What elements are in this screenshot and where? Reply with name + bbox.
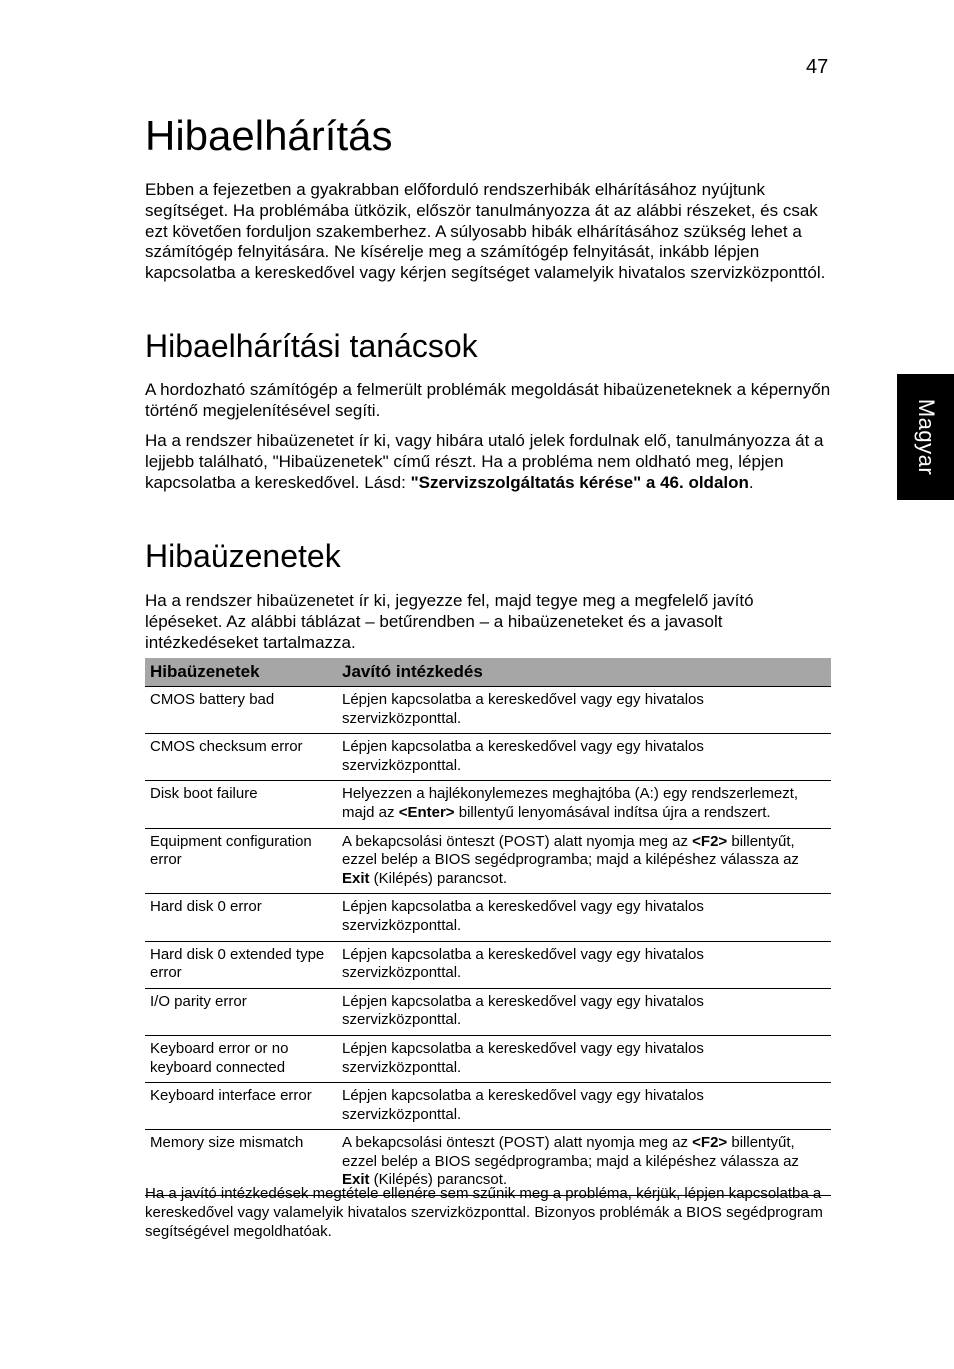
corrective-action-cell <box>337 1035 831 1082</box>
error-message-cell: Hard disk 0 error <box>145 894 337 941</box>
corrective-action-cell <box>337 781 831 828</box>
section-heading-errors: Hibaüzenetek <box>145 538 341 574</box>
error-message-cell: Disk boot failure <box>145 781 337 828</box>
corrective-action-cell <box>337 828 831 894</box>
error-message-cell: Keyboard error or no keyboard connected <box>145 1035 337 1082</box>
error-message-cell: CMOS checksum error <box>145 734 337 781</box>
page-title: Hibaelhárítás <box>145 112 393 159</box>
action-text-a: Lépjen kapcsolatba a kereskedővel vagy egy hivatalos szervizközponttal. <box>342 1039 704 1076</box>
service-reference-link: "Szervizszolgáltatás kérése" a 46. oldalon <box>410 472 749 492</box>
action-text-a: Helyezzen a hajlékonylemezes meghajtóba (A:) egy rendszerlemezt, majd az <box>342 785 799 821</box>
table-row <box>145 687 831 734</box>
action-text-a: Lépjen kapcsolatba a kereskedővel vagy egy hivatalos szervizközponttal. <box>342 738 704 774</box>
table-row <box>145 781 831 828</box>
table-header-action: Javító intézkedés <box>337 658 831 687</box>
table-row <box>145 1083 831 1130</box>
action-text-b: <F2> <box>692 1134 728 1152</box>
tips-paragraph-2-end: . <box>748 472 754 492</box>
table-body <box>145 687 831 1196</box>
table-row <box>145 941 831 988</box>
action-text-a: A bekapcsolási önteszt (POST) alatt nyomja meg az <box>342 832 693 850</box>
corrective-action-cell <box>337 734 831 781</box>
tips-paragraph-2-text: Ha a rendszer hibaüzenetet ír ki, vagy hibára utaló jelek fordulnak elő, tanulmányozza át a lejjebb található, "Hibaüzenetek" című részt. Ha a probléma nem oldható meg, lépjen kapcsolatba a kereskedővel. Lásd: <box>145 431 824 492</box>
corrective-action-cell <box>337 687 831 734</box>
table-row <box>145 828 831 894</box>
action-text-c: billentyűt, ezzel belép a BIOS segédprogramba; majd a kilépéshez válassza az <box>342 832 799 869</box>
table-header-message: Hibaüzenetek <box>145 658 337 687</box>
action-text-d: Exit <box>342 869 370 887</box>
action-text-e: (Kilépés) parancsot. <box>369 869 508 887</box>
section-heading-tips: Hibaelhárítási tanácsok <box>145 328 478 364</box>
corrective-action-cell <box>337 894 831 941</box>
action-text-a: Lépjen kapcsolatba a kereskedővel vagy egy hivatalos szervizközponttal. <box>342 945 704 982</box>
language-tab-label: Magyar <box>913 398 939 476</box>
action-text-a: Lépjen kapcsolatba a kereskedővel vagy egy hivatalos szervizközponttal. <box>342 1087 704 1123</box>
error-message-cell: Equipment configuration error <box>145 828 337 894</box>
errors-paragraph: Ha a rendszer hibaüzenetet ír ki, jegyezze fel, majd tegye meg a megfelelő javító lépéseket. Az alábbi táblázat – betűrendben – a hibaüzeneteket és a javasolt intézkedéseket tartalmazza. <box>145 591 754 652</box>
table-row <box>145 1035 831 1082</box>
action-text-c: billentyűt, ezzel belép a BIOS segédprogramba; majd a kilépéshez válassza az <box>342 1134 799 1170</box>
action-text-d: Exit <box>342 1171 370 1189</box>
action-text-a: Lépjen kapcsolatba a kereskedővel vagy egy hivatalos szervizközponttal. <box>342 691 704 727</box>
error-message-cell: Keyboard interface error <box>145 1083 337 1130</box>
table-row <box>145 734 831 781</box>
tips-paragraph-2 <box>145 431 831 493</box>
action-text-b: <Enter> <box>398 803 455 821</box>
action-text-c: billentyű lenyomásával indítsa újra a rendszert. <box>454 803 771 821</box>
table-header-row <box>145 658 831 687</box>
action-text-a: Lépjen kapcsolatba a kereskedővel vagy egy hivatalos szervizközponttal. <box>342 992 704 1029</box>
error-message-cell: CMOS battery bad <box>145 687 337 734</box>
table-row <box>145 894 831 941</box>
page-number: 47 <box>806 56 829 78</box>
corrective-action-cell <box>337 1083 831 1130</box>
language-tab <box>897 374 954 500</box>
footer-note: Ha a javító intézkedések megtétele ellenére sem szűnik meg a probléma, kérjük, lépjen kapcsolatba a kereskedővel vagy valamelyik hivatalos szervizközponttal. Bizonyos problémák a BIOS segédprogram segítségével megoldhatóak. <box>145 1185 823 1240</box>
error-message-cell: Memory size mismatch <box>145 1130 337 1196</box>
error-message-cell: Hard disk 0 extended type error <box>145 941 337 988</box>
table-row <box>145 988 831 1035</box>
intro-paragraph: Ebben a fejezetben a gyakrabban előforduló rendszerhibák elhárításához nyújtunk segítséget. Ha problémába ütközik, először tanulmányozza át az alábbi részeket, és csak ezt követően forduljon szakemberhez. A súlyosabb hibák elhárításához szükség lehet a számítógép felnyitására. Ne kísérelje meg a számítógép felnyitását, inkább lépjen kapcsolatba a kereskedővel vagy kérjen segítséget valamelyik hivatalos szervizközponttól. <box>145 180 826 283</box>
corrective-action-cell <box>337 941 831 988</box>
error-message-cell: I/O parity error <box>145 988 337 1035</box>
tips-paragraph-1: A hordozható számítógép a felmerült problémák megoldását hibaüzeneteknek a képernyőn történő megjelenítésével segíti. <box>145 380 831 420</box>
action-text-b: <F2> <box>692 832 728 850</box>
corrective-action-cell <box>337 988 831 1035</box>
action-text-a: A bekapcsolási önteszt (POST) alatt nyomja meg az <box>342 1134 693 1152</box>
action-text-a: Lépjen kapcsolatba a kereskedővel vagy egy hivatalos szervizközponttal. <box>342 898 704 934</box>
error-messages-table <box>145 658 831 1196</box>
action-text-e: (Kilépés) parancsot. <box>369 1171 508 1189</box>
